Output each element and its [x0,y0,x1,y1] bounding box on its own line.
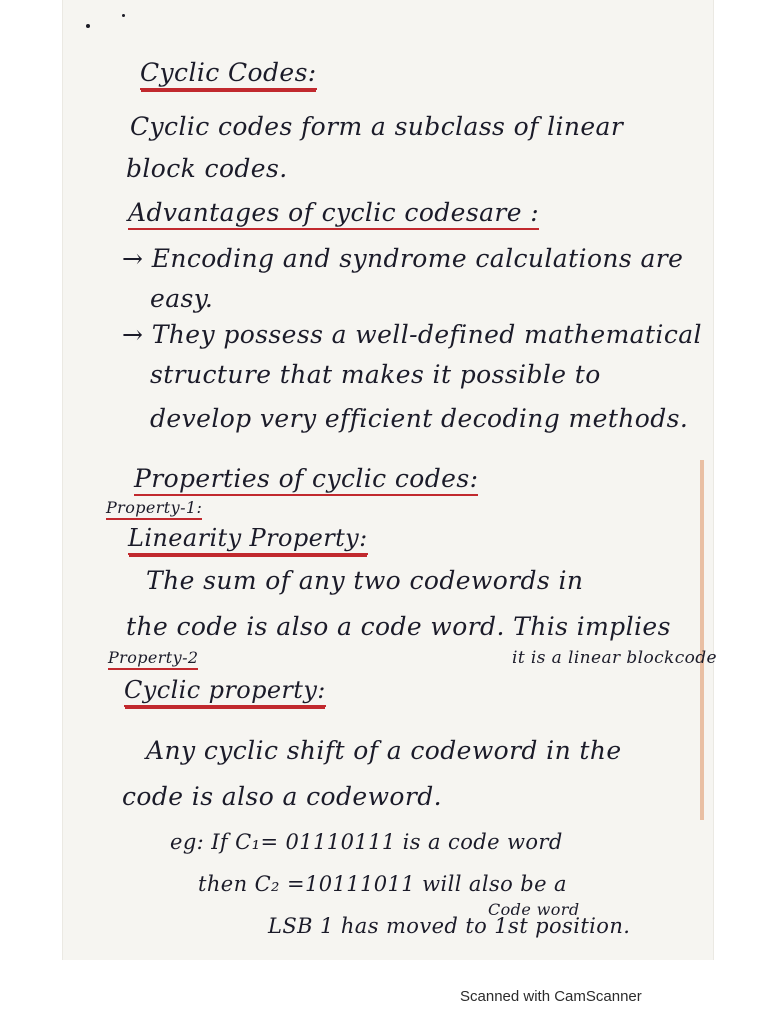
heading-text: Cyclic Codes: [140,58,317,90]
page-edge-mark [700,460,704,820]
property-2-line-1: Any cyclic shift of a codeword in the [146,736,622,765]
advantages-heading-text: Advantages of cyclic codesare : [128,198,539,230]
property-2-label-text: Property-2 [108,648,198,670]
property-2-title [124,676,326,707]
property-2-line-2: code is also a codeword. [122,782,442,811]
advantage-2-line-2: structure that makes it possible to [150,360,601,389]
advantages-heading [128,198,539,230]
property-1-label [106,498,202,520]
property-1-line-2: the code is also a code word. This implies [126,612,671,641]
speck [122,14,125,17]
property-2-label [108,648,198,670]
property-1-label-text: Property-1: [106,498,202,520]
advantage-2-line-3: develop very efficient decoding methods. [150,404,689,433]
advantage-1-line-2: easy. [150,284,214,313]
advantage-1-line-1: → Encoding and syndrome calculations are [122,244,684,273]
example-line-2: then C₂ =10111011 will also be a [198,872,567,896]
example-line-3: LSB 1 has moved to 1st position. [268,914,631,938]
intro-line-1: Cyclic codes form a subclass of linear [130,112,624,141]
example-line-1: eg: If C₁= 01110111 is a code word [170,830,563,854]
property-1-title [128,524,368,555]
example-note: Code word [488,900,580,919]
property-1-line-1: The sum of any two codewords in [146,566,584,595]
property-1-note: it is a linear blockcode [512,648,718,668]
properties-heading [134,464,478,496]
intro-line-2: block codes. [126,154,288,183]
properties-heading-text: Properties of cyclic codes: [134,464,478,496]
speck [86,24,90,28]
property-2-title-text: Cyclic property: [124,676,326,707]
watermark: Scanned with CamScanner [460,988,642,1005]
property-1-title-text: Linearity Property: [128,524,368,555]
page-heading [140,58,317,90]
advantage-2-line-1: → They possess a well-defined mathematical [122,320,702,349]
